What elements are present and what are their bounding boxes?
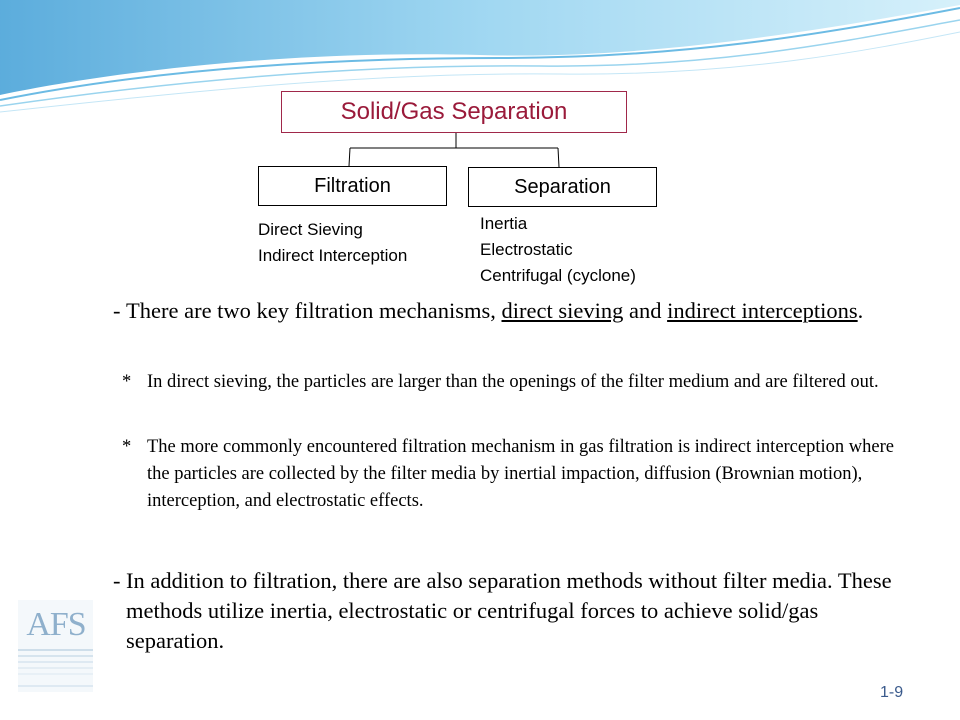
p1-text-start: There are two key filtration mechanisms, <box>126 298 502 323</box>
bullet-text: The more commonly encountered filtration mechanism in gas filtration is indirect interception where the particles are collected by the filter media by inertial impaction, diffusion (Brownian motion), interception, and electrostatic effects. <box>147 437 894 511</box>
p1-text-end: . <box>857 298 864 323</box>
bullet-text: In direct sieving, the particles are larger than the openings of the filter medium and are filtered out. <box>147 372 879 392</box>
bullet-indirect-interception <box>122 434 912 515</box>
afs-logo-text: AFS <box>26 606 86 643</box>
diagram-filtration-box <box>258 166 447 206</box>
term-indirect-interceptions: indirect interceptions <box>667 298 858 323</box>
filtration-item: Indirect Interception <box>258 246 408 265</box>
bullet-marker: * <box>122 372 132 392</box>
paragraph-filtration-mechanisms <box>113 296 873 326</box>
bullet-marker: * <box>122 437 132 457</box>
separation-item: Electrostatic <box>480 240 573 259</box>
dash-marker: - <box>113 568 121 593</box>
p2-text: In addition to filtration, there are also separation methods without filter media. These methods utilize inertia, electrostatic or centrifugal forces to achieve solid/gas separation. <box>126 568 892 653</box>
paragraph-separation-methods <box>113 566 913 656</box>
dash-marker: - <box>113 298 121 323</box>
separation-item: Inertia <box>480 214 528 233</box>
filtration-subitems <box>258 217 407 269</box>
filtration-item: Direct Sieving <box>258 220 363 239</box>
diagram-root-label: Solid/Gas Separation <box>340 98 568 125</box>
diagram-separation-box <box>468 167 657 207</box>
term-direct-sieving: direct sieving <box>501 298 624 323</box>
separation-subitems <box>480 211 636 289</box>
separation-item: Centrifugal (cyclone) <box>480 266 636 285</box>
p1-text-mid: and <box>623 298 668 323</box>
diagram-root-box <box>281 91 627 133</box>
diagram-filtration-label: Filtration <box>314 174 391 197</box>
diagram-separation-label: Separation <box>514 175 611 198</box>
page-number: 1-9 <box>880 684 904 701</box>
bullet-direct-sieving <box>122 369 912 396</box>
